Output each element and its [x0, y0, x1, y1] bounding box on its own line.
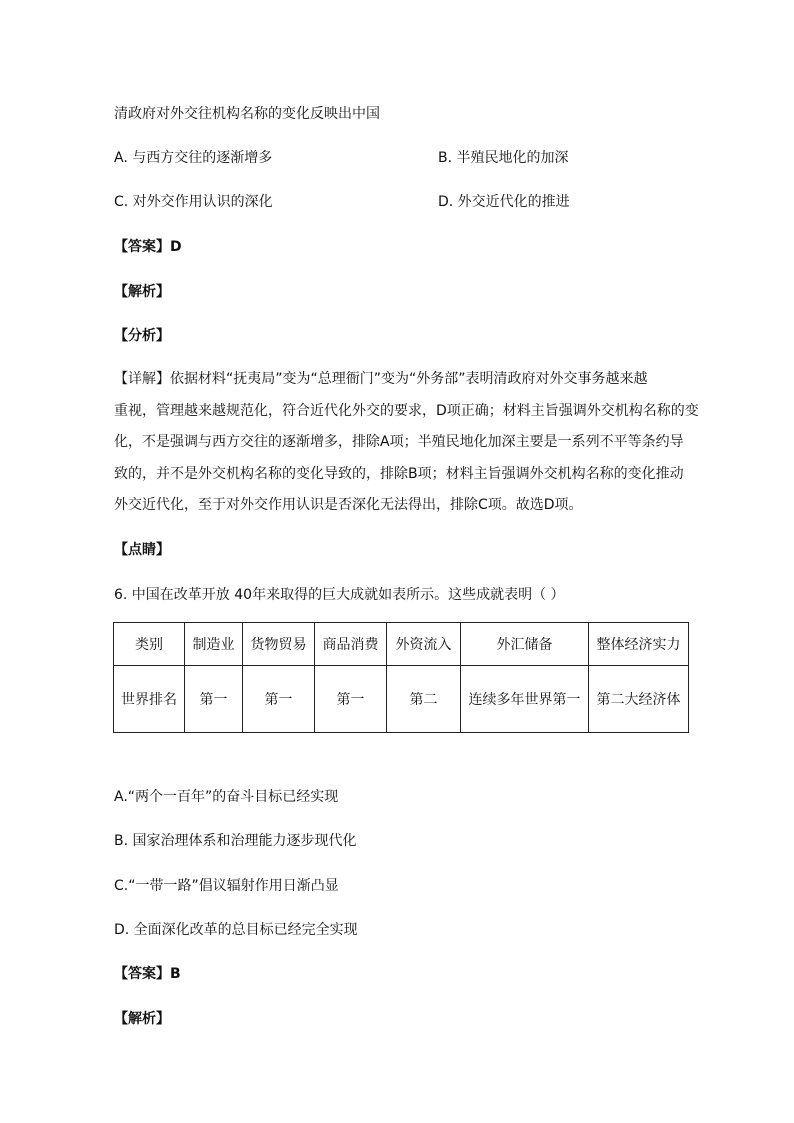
table-header-cell: 类别 [114, 623, 185, 666]
q5-detail-line-2: 重视，管理越来越规范化，符合近代化外交的要求，D项正确；材料主旨强调外交机构名称的变 [114, 402, 699, 419]
table-cell: 第二大经济体 [589, 666, 689, 733]
table-cell: 连续多年世界第一 [461, 666, 589, 733]
table-header-cell: 外汇储备 [461, 623, 589, 666]
table-cell: 第二 [387, 666, 461, 733]
q6-stem: 6. 中国在改革开放 40年来取得的巨大成就如表所示。这些成就表明（ ） [114, 587, 565, 603]
table-header-cell: 货物贸易 [243, 623, 315, 666]
q5-detail-paragraph [114, 364, 714, 522]
q5-dianjing-heading: 【点睛】 [114, 542, 170, 558]
q6-option-c: C.“一带一路”倡议辐射作用日渐凸显 [114, 878, 339, 894]
q6-analysis-heading: 【解析】 [114, 1011, 170, 1027]
q6-option-a: A.“两个一百年”的奋斗目标已经实现 [114, 789, 339, 805]
table-header-cell: 外资流入 [387, 623, 461, 666]
q6-option-d: D. 全面深化改革的总目标已经完全实现 [114, 922, 358, 938]
q5-fenxi-heading: 【分析】 [114, 328, 170, 344]
q5-option-d: D. 外交近代化的推进 [438, 194, 570, 210]
q5-detail-line-3: 化，不是强调与西方交往的逐渐增多，排除A项；半殖民地化加深主要是一系列不平等条约导 [114, 434, 684, 450]
q5-stem: 清政府对外交往机构名称的变化反映出中国 [114, 106, 380, 122]
table-row [114, 666, 689, 733]
q5-answer: 【答案】D [114, 239, 182, 255]
table-cell: 第一 [315, 666, 387, 733]
q5-option-c: C. 对外交作用认识的深化 [114, 194, 273, 210]
q6-option-b: B. 国家治理体系和治理能力逐步现代化 [114, 833, 357, 849]
table-header-cell: 整体经济实力 [589, 623, 689, 666]
q5-option-b: B. 半殖民地化的加深 [438, 150, 569, 166]
table-cell: 第一 [243, 666, 315, 733]
q5-detail-line-1: 【详解】依据材料“抚夷局”变为“总理衙门”变为“外务部”表明清政府对外交事务越来越 [114, 371, 648, 387]
q5-analysis-heading: 【解析】 [114, 284, 170, 300]
table-header-row [114, 623, 689, 666]
q6-answer: 【答案】B [114, 966, 181, 982]
table-header-cell: 制造业 [185, 623, 243, 666]
q5-detail-line-4: 致的，并不是外交机构名称的变化导致的，排除B项；材料主旨强调外交机构名称的变化推动 [114, 465, 684, 482]
q5-detail-line-5: 外交近代化，至于对外交作用认识是否深化无法得出，排除C项。故选D项。 [114, 497, 583, 513]
table-cell: 第一 [185, 666, 243, 733]
table-cell: 世界排名 [114, 666, 185, 733]
table-header-cell: 商品消费 [315, 623, 387, 666]
q5-option-a: A. 与西方交往的逐渐增多 [114, 150, 273, 166]
q6-achievements-table [113, 622, 689, 733]
